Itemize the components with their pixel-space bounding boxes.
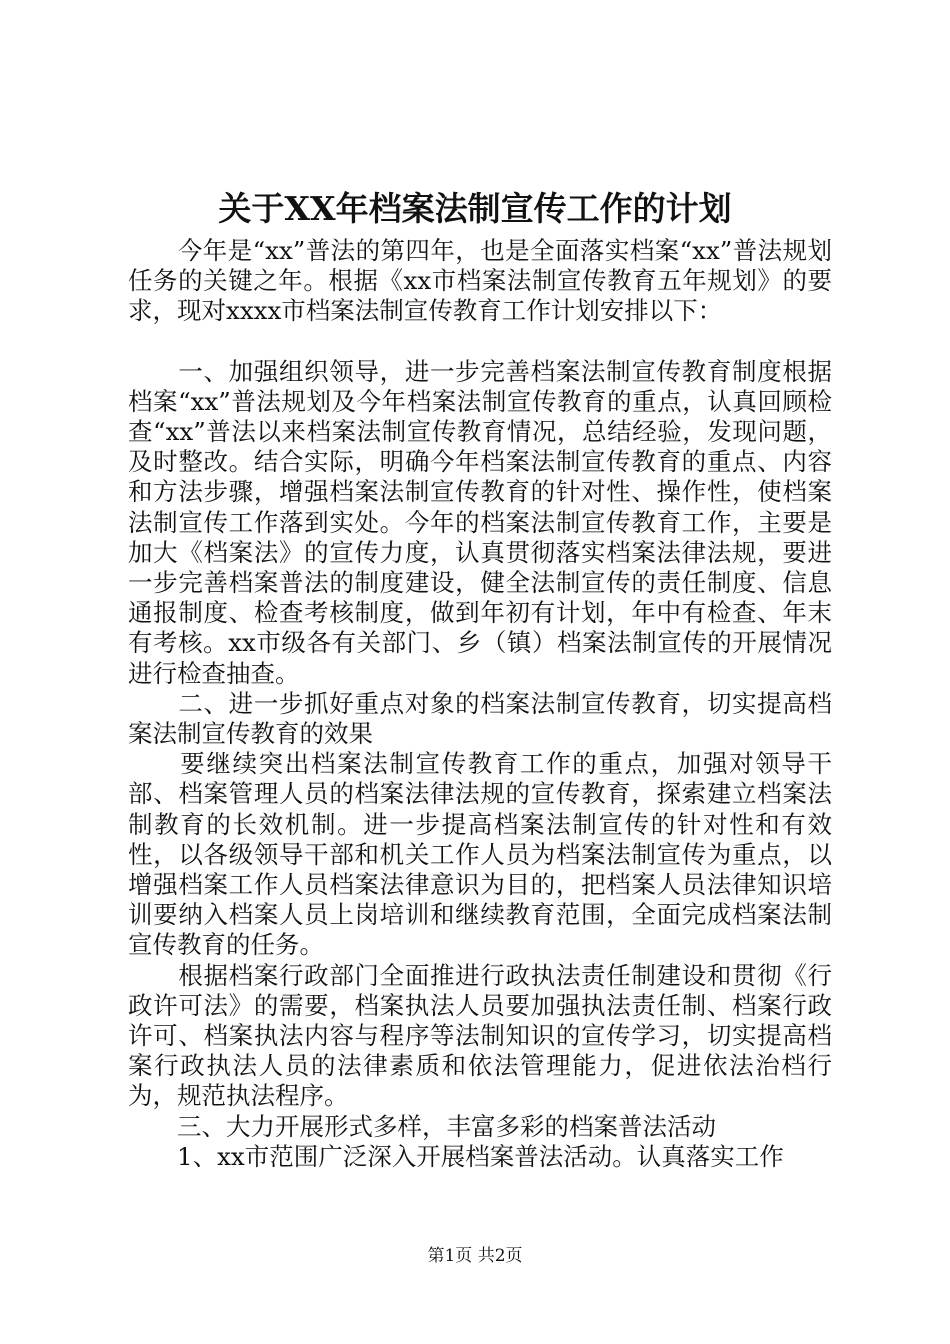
paragraph-gap bbox=[128, 327, 832, 357]
document-title: 关于XX年档案法制宣传工作的计划 bbox=[218, 189, 732, 228]
paragraph-section-2-enforcement: 根据档案行政部门全面推进行政执法责任制建设和贯彻《行政许可法》的需要，档案执法人员要加强执法责任制、档案行政许可、档案执法内容与程序等法制知识的宣传学习，切实提高档案行政执法人员的法律素质和依法管理能力，促进依法治档行为，规范执法程序。 bbox=[128, 960, 832, 1111]
paragraph-section-1: 一、加强组织领导，进一步完善档案法制宣传教育制度根据档案“xx”普法规划及今年档案法制宣传教育的重点，认真回顾检查“xx”普法以来档案法制宣传教育情况，总结经验，发现问题，及时整改。结合实际，明确今年档案法制宣传教育的重点、内容和方法步骤，增强档案法制宣传教育的针对性、操作性，使档案法制宣传工作落到实处。今年的档案法制宣传教育工作，主要是加大《档案法》的宣传力度，认真贯彻落实档案法律法规，要进一步完善档案普法的制度建设，健全法制宣传的责任制度、信息通报制度、检查考核制度，做到年初有计划，年中有检查、年末有考核。xx市级各有关部门、乡（镇）档案法制宣传的开展情况进行检查抽查。 bbox=[128, 356, 832, 688]
paragraph-section-3-item-1: 1、xx市范围广泛深入开展档案普法活动。认真落实工作 bbox=[128, 1141, 784, 1171]
document-body bbox=[128, 236, 832, 1172]
paragraph-section-2-heading: 二、进一步抓好重点对象的档案法制宣传教育，切实提高档案法制宣传教育的效果 bbox=[128, 688, 832, 749]
paragraph-section-2-body: 要继续突出档案法制宣传教育工作的重点，加强对领导干部、档案管理人员的档案法律法规的宣传教育，探索建立档案法制教育的长效机制。进一步提高档案法制宣传的针对性和有效性，以各级领导干部和机关工作人员为档案法制宣传为重点，以增强档案工作人员档案法律意识为目的，把档案人员法律知识培训要纳入档案人员上岗培训和继续教育范围，全面完成档案法制宣传教育的任务。 bbox=[128, 749, 832, 960]
paragraph-intro: 今年是“xx”普法的第四年，也是全面落实档案“xx”普法规划任务的关键之年。根据《xx市档案法制宣传教育五年规划》的要求，现对xxxx市档案法制宣传教育工作计划安排以下： bbox=[128, 236, 832, 326]
page-footer: 第1页 共2页 bbox=[427, 1246, 523, 1266]
paragraph-section-3-heading: 三、大力开展形式多样，丰富多彩的档案普法活动 bbox=[128, 1111, 716, 1141]
